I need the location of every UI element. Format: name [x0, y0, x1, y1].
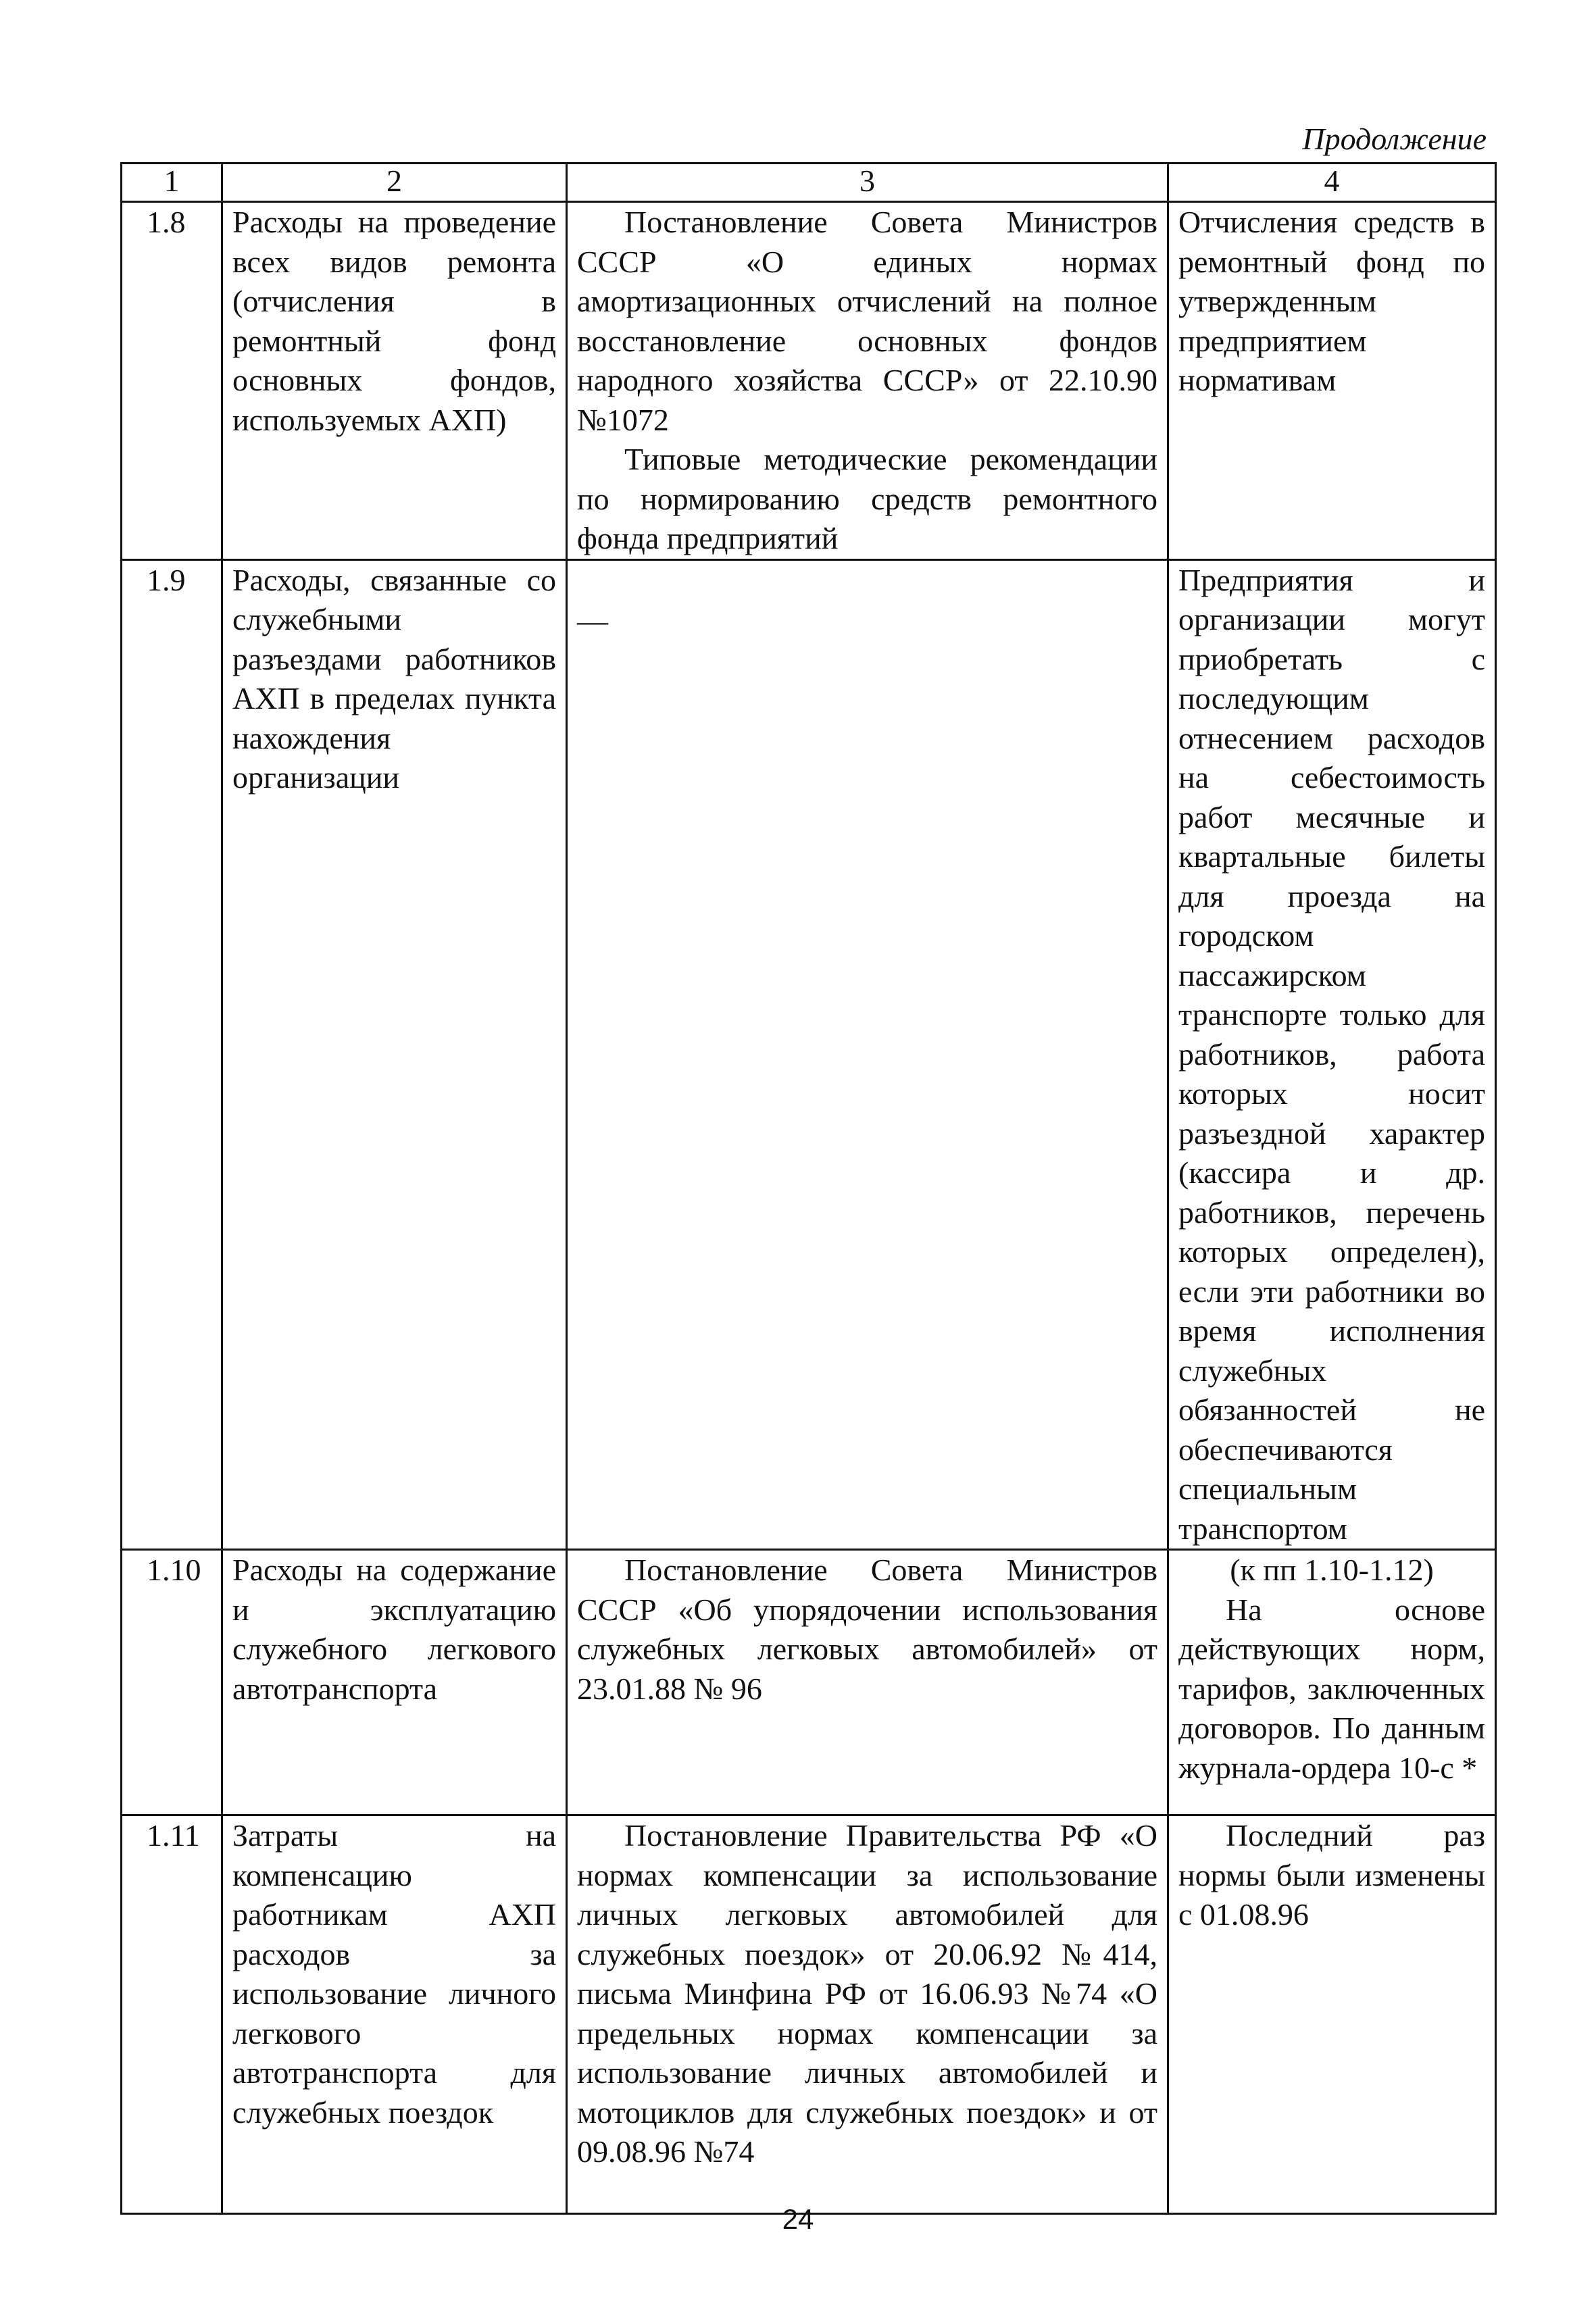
row-number: 1.9: [122, 559, 222, 1550]
regulatory-basis: [567, 1550, 1168, 1815]
header-cell-1: 1: [122, 164, 222, 202]
basis-dash: —: [577, 603, 608, 638]
note-paragraph: На основе действующих норм, тарифов, заключенных договоров. По данным журнала-ордера 10-с *: [1178, 1592, 1485, 1785]
expense-name: Расходы на проведение всех видов ремонта (отчисления в ремонтный фонд основных фондов, используемых АХП): [222, 202, 567, 560]
header-cell-2: 2: [222, 164, 567, 202]
basis-paragraph: Постановление Правительства РФ «О нормах компенсации за использование личных легковых автомобилей для служебных поездок» от 20.06.92 №414, письма Минфина РФ от 16.06.93 №74 «О предельных нормах компенсации за использование личных автомобилей и мотоциклов для служебных поездок» и от 09.08.96 №74: [577, 1818, 1157, 2169]
regulatory-basis: [567, 1815, 1168, 2214]
note: [1168, 1815, 1496, 2214]
document-table: [120, 162, 1497, 2215]
note-paragraph: Последний раз нормы были изменены с 01.08.96: [1178, 1818, 1485, 1932]
regulatory-basis: [567, 202, 1168, 560]
continuation-label: Продолжение: [1302, 122, 1487, 156]
table-row-1-10: [122, 1550, 1496, 1815]
row-number: 1.8: [122, 202, 222, 560]
table-header-row: [122, 164, 1496, 202]
row-number: 1.10: [122, 1550, 222, 1815]
regulatory-basis: [567, 559, 1168, 1550]
note-paragraph: (к пп 1.10-1.12): [1230, 1553, 1434, 1587]
header-cell-4: 4: [1168, 164, 1496, 202]
note: [1168, 1550, 1496, 1815]
basis-paragraph: Постановление Совета Министров СССР «О единых нормах амортизационных отчислений на полное восстановление основных фондов народного хозяйства СССР» от 22.10.90 №1072: [577, 205, 1157, 437]
note: Предприятия и организации могут приобретать с последующим отнесением расходов на себестоимость работ месячные и квартальные билеты для проезда на городском пассажирском транспорте только для работников, работа которых носит разъездной характер (кассира и др. работников, перечень которых определен), если эти работники во время исполнения служебных обязанностей не обеспечиваются специальным транспортом: [1168, 559, 1496, 1550]
expense-name: Расходы, связанные со служебными разъездами работников АХП в пределах пункта нахождения организации: [222, 559, 567, 1550]
expense-name: Расходы на содержание и эксплуатацию служебного легкового автотранспорта: [222, 1550, 567, 1815]
page-number: 24: [782, 2203, 814, 2235]
row-number: 1.11: [122, 1815, 222, 2214]
note: [1168, 202, 1496, 560]
table-row-1-8: [122, 202, 1496, 560]
expense-name: Затраты на компенсацию работникам АХП расходов за использование личного легкового автотранспорта для служебных поездок: [222, 1815, 567, 2214]
header-cell-3: 3: [567, 164, 1168, 202]
table-row-1-9: [122, 559, 1496, 1550]
note-paragraph: Отчисления средств в ремонтный фонд по утвержденным предприятием нормативам: [1178, 205, 1485, 397]
basis-paragraph: Постановление Совета Министров СССР «Об упорядочении использования служебных легковых автомобилей» от 23.01.88 № 96: [577, 1553, 1157, 1706]
basis-paragraph: Типовые методические рекомендации по нормированию средств ремонтного фонда предприятий: [577, 442, 1157, 555]
table-row-1-11: [122, 1815, 1496, 2214]
